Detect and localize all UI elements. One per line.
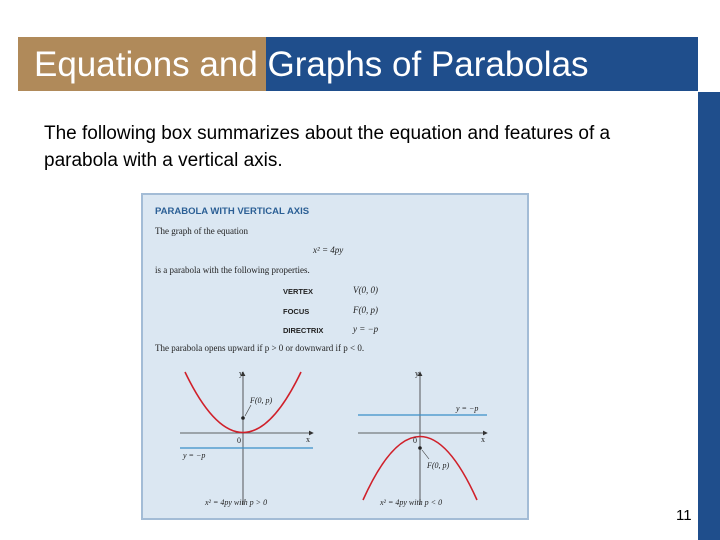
slide-title: Equations and Graphs of Parabolas [34, 45, 589, 84]
right-graph-caption: x² = 4py with p < 0 [380, 498, 443, 507]
box-line-graph-of-equation: The graph of the equation [155, 226, 248, 236]
right-focus-pointer [422, 450, 429, 459]
page-number: 11 [676, 507, 692, 524]
right-directrix-label: y = −p [456, 404, 479, 413]
property-value-focus: F(0, p) [353, 305, 378, 315]
right-accent-stripe [698, 92, 720, 540]
right-x-axis-label: x [481, 435, 485, 444]
intro-text: The following box summarizes about the equation and features of a parabola with a vertical axis. [44, 123, 611, 171]
summary-box [141, 193, 529, 520]
property-value-directrix: y = −p [353, 324, 379, 334]
property-label-vertex: VERTEX [283, 287, 314, 296]
right-y-axis-label: y [415, 369, 419, 378]
property-label-focus: FOCUS [283, 307, 310, 316]
left-origin-label: 0 [237, 436, 241, 445]
left-x-axis-label: x [306, 435, 310, 444]
left-focus-point [241, 416, 245, 420]
box-line-properties: is a parabola with the following properties. [155, 265, 310, 275]
property-label-directrix: DIRECTRIX [283, 326, 324, 335]
box-equation: x² = 4py [313, 245, 344, 255]
right-focus-label: F(0, p) [427, 461, 450, 470]
left-graph-caption: x² = 4py with p > 0 [205, 498, 268, 507]
box-heading: PARABOLA WITH VERTICAL AXIS [155, 206, 310, 217]
left-focus-pointer [245, 405, 251, 416]
box-opens-text: The parabola opens upward if p > 0 or downward if p < 0. [155, 343, 365, 353]
parabola-graphs [143, 195, 531, 522]
right-focus-point [418, 446, 422, 450]
title-bar [18, 37, 698, 91]
right-origin-label: 0 [413, 436, 417, 445]
left-focus-label: F(0, p) [250, 396, 273, 405]
left-y-axis-label: y [239, 369, 243, 378]
property-value-vertex: V(0, 0) [353, 285, 378, 295]
left-graph [180, 369, 313, 507]
left-directrix-label: y = −p [183, 451, 206, 460]
right-graph [358, 369, 487, 507]
